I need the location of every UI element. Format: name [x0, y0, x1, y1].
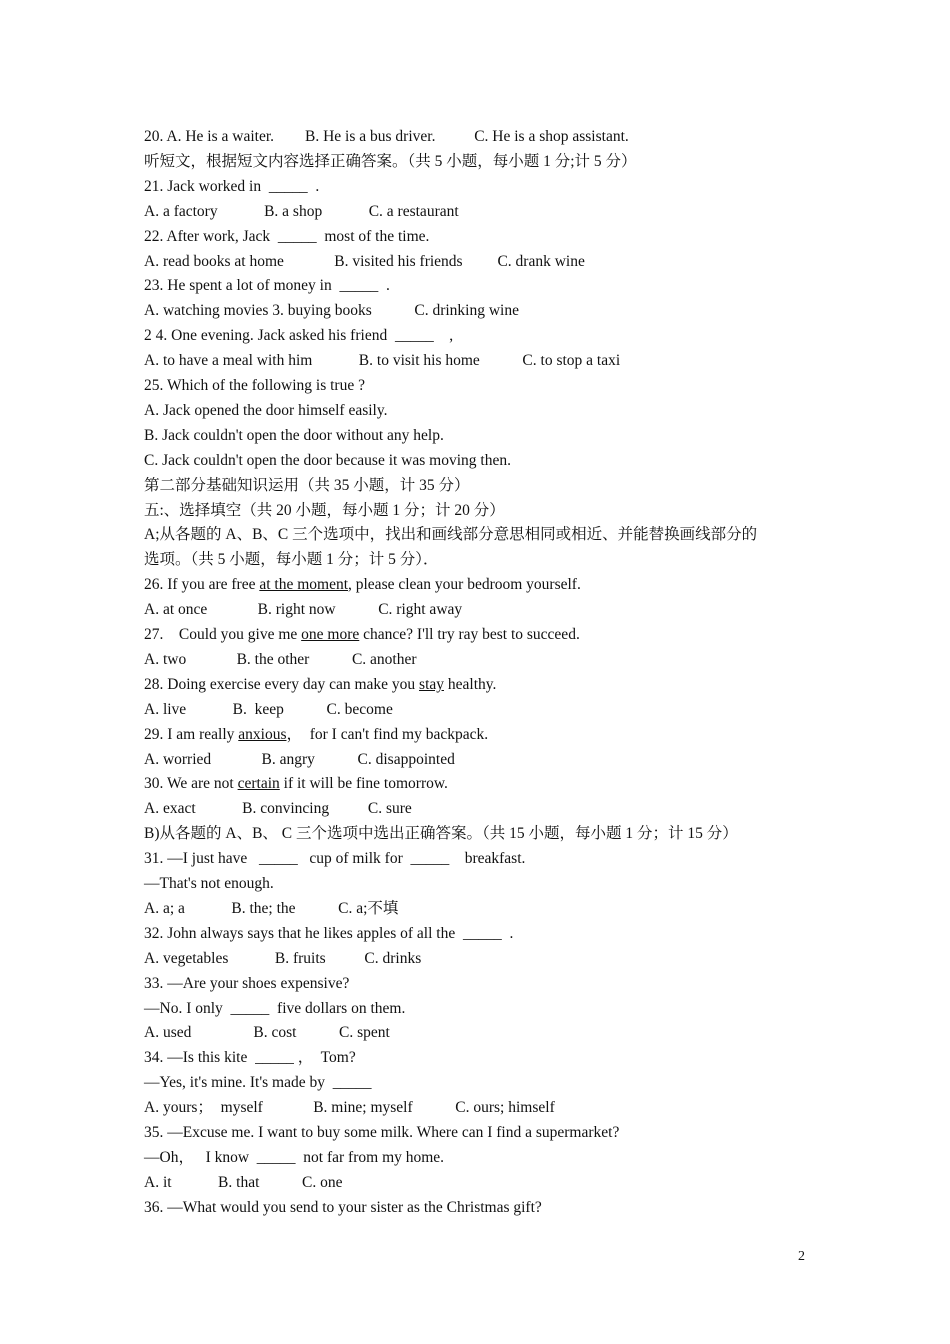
text-line: [144, 874, 274, 894]
text-line: [144, 451, 511, 471]
line-text: 第二部分基础知识运用（共 35 小题，计 35 分）: [144, 476, 470, 494]
text-line: [144, 351, 620, 371]
text-line: [144, 476, 470, 496]
line-text: A. exact B. convincing C. sure: [144, 800, 412, 818]
text-line: [144, 999, 405, 1019]
line-text: 选项。（共 5 小题，每小题 1 分；计 5 分）．: [144, 551, 439, 569]
text-line: [144, 1198, 542, 1218]
underlined-phrase: one more: [301, 626, 360, 643]
text-line: [144, 700, 393, 720]
line-text: 22. After work, Jack _____ most of the time.: [144, 227, 430, 245]
text-line: [144, 1173, 342, 1193]
line-text: A. read books at home B. visited his friends C. drank wine: [144, 252, 585, 270]
line-text: C. Jack couldn't open the door because it was moving then.: [144, 451, 511, 469]
line-text: A. vegetables B. fruits C. drinks: [144, 949, 422, 967]
text-line: [144, 625, 580, 645]
line-text: 20. A. He is a waiter. B. He is a bus driver. C. He is a shop assistant.: [144, 128, 629, 145]
line-text: A. live B. keep C. become: [144, 700, 393, 718]
text-line: [144, 575, 581, 595]
line-text: A. it B. that C. one: [144, 1173, 343, 1191]
line-text: B)从各题的 A、B、 C 三个选项中选出正确答案。（共 15 小题，每小题 1 分；计 15 分）: [144, 825, 738, 843]
line-text: 32. John always says that he likes apples of all the _____ .: [144, 924, 514, 942]
line-text: 听短文，根据短文内容选择正确答案。（共 5 小题，每小题 1 分;计 5 分）: [144, 152, 637, 170]
text-line: [144, 202, 459, 222]
underlined-phrase: stay: [419, 675, 444, 693]
text-line: [144, 1048, 356, 1068]
text-line: [144, 227, 429, 247]
text-line: [144, 252, 585, 272]
text-line: [144, 401, 387, 421]
text-line: [144, 525, 757, 545]
line-text: healthy.: [444, 675, 497, 693]
line-text: 36. —What would you send to your sister as the Christmas gift?: [144, 1198, 542, 1216]
text-line: [144, 774, 448, 794]
line-text: B. Jack couldn't open the door without any help.: [144, 426, 444, 444]
line-text: 35. —Excuse me. I want to buy some milk. Where can I find a supermarket?: [144, 1124, 620, 1141]
line-text: 27. Could you give me: [144, 626, 302, 643]
text-line: [144, 725, 488, 745]
text-line: [144, 301, 519, 321]
line-text: A. a factory B. a shop C. a restaurant: [144, 202, 459, 220]
line-text: 25. Which of the following is true ?: [144, 377, 365, 394]
line-text: A. watching movies 3. buying books C. drinking wine: [144, 302, 519, 320]
line-text: 30. We are not: [144, 775, 238, 793]
line-text: 23. He spent a lot of money in _____ .: [144, 277, 390, 295]
text-line: [144, 426, 444, 446]
text-line: [144, 899, 398, 919]
line-text: 34. —Is this kite _____ ， Tom?: [144, 1049, 356, 1067]
text-line: [144, 1123, 619, 1143]
text-line: [144, 600, 462, 620]
text-line: [144, 550, 439, 570]
text-line: [144, 924, 513, 944]
text-line: [144, 849, 525, 869]
underlined-phrase: certain: [237, 775, 280, 793]
text-line: [144, 177, 319, 197]
line-text: 31. —I just have _____ cup of milk for _____ breakfast.: [144, 850, 526, 868]
line-text: A. two B. the other C. another: [144, 650, 417, 668]
line-text: 21. Jack worked in _____ .: [144, 177, 320, 195]
text-line: [144, 650, 417, 670]
text-line: [144, 326, 453, 346]
line-text: chance? I'll try ray best to succeed.: [359, 626, 580, 643]
text-line: [144, 750, 455, 770]
line-text: ， for I can't find my backpack.: [286, 725, 489, 743]
line-text: —Yes, it's mine. It's made by _____: [144, 1074, 372, 1092]
text-line: [144, 127, 629, 147]
page-number: 2: [798, 1249, 805, 1264]
text-line: [144, 1148, 444, 1168]
underlined-phrase: at the moment: [259, 576, 348, 594]
line-text: A. a; a B. the; the C. a;不填: [144, 899, 399, 917]
line-text: A. Jack opened the door himself easily.: [144, 401, 388, 419]
text-line: [144, 1073, 371, 1093]
text-line: [144, 276, 390, 296]
text-line: [144, 799, 412, 819]
line-text: —No. I only _____ five dollars on them.: [144, 999, 406, 1017]
line-text: 33. —Are your shoes expensive?: [144, 974, 350, 992]
text-line: [144, 824, 738, 844]
text-line: [144, 152, 637, 172]
text-line: [144, 974, 349, 994]
text-line: [144, 1098, 555, 1118]
underlined-phrase: anxious: [238, 725, 287, 743]
line-text: 28. Doing exercise every day can make you: [144, 675, 420, 693]
line-text: A. worried B. angry C. disappointed: [144, 750, 455, 768]
line-text: if it will be fine tomorrow.: [279, 775, 448, 793]
line-text: 29. I am really: [144, 725, 239, 743]
text-line: [144, 376, 365, 396]
line-text: A. used B. cost C. spent: [144, 1024, 390, 1042]
line-text: A. yours； myself B. mine; myself C. ours; himself: [144, 1099, 555, 1117]
line-text: —That's not enough.: [144, 875, 274, 892]
line-text: 26. If you are free: [144, 576, 260, 594]
text-line: [144, 501, 505, 521]
line-text: 2 4. One evening. Jack asked his friend _____ ,: [144, 327, 454, 345]
text-line: [144, 1023, 390, 1043]
line-text: A. to have a meal with him B. to visit his home C. to stop a taxi: [144, 352, 621, 370]
line-text: A. at once B. right now C. right away: [144, 601, 463, 619]
line-text: 五:、选择填空（共 20 小题，每小题 1 分；计 20 分）: [144, 501, 505, 519]
line-text: —Oh， I know _____ not far from my home.: [144, 1148, 445, 1166]
text-line: [144, 675, 496, 695]
line-text: , please clean your bedroom yourself.: [348, 576, 581, 594]
line-text: A;从各题的 A、B、C 三个选项中，找出和画线部分意思相同或相近、并能替换画线部分的: [144, 526, 758, 544]
text-line: [144, 949, 421, 969]
